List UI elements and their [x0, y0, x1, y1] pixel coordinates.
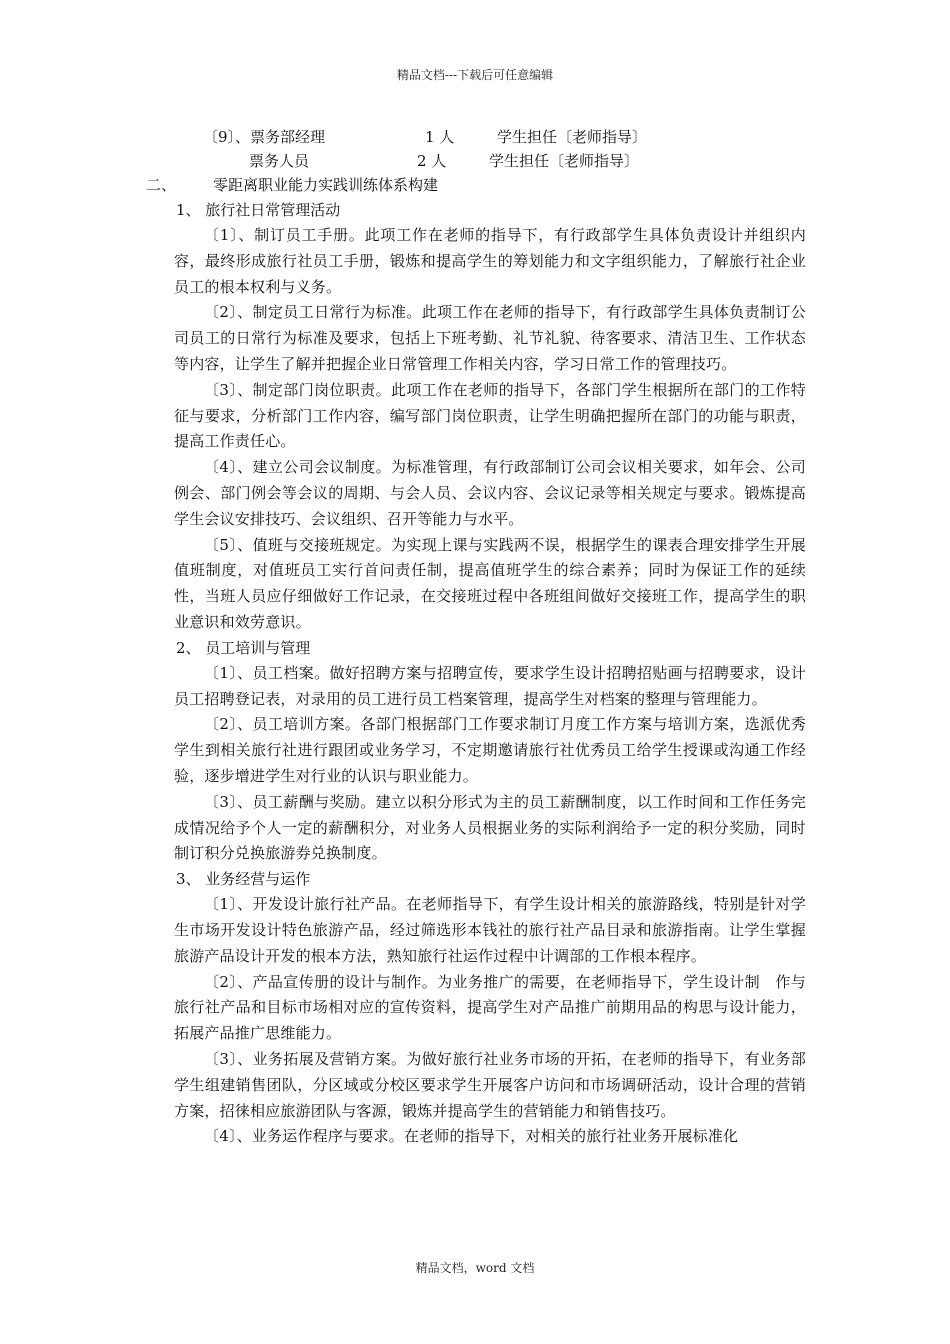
paragraph: 〔3〕、业务拓展及营销方案。为做好旅行社业务市场的开拓，在老师的指导下，有业务部学生组建销售团队，分区域或分校区要求学生开展客户访问和市场调研活动，设计合理的营销方案，招徕相应旅游团队与客源，锻炼并提高学生的营销能力和销售技巧。	[174, 1049, 806, 1120]
section-number: 二、	[146, 176, 177, 194]
page-footer: 精品文档，word 文档	[415, 1261, 535, 1275]
staff-role: 票务人员	[249, 152, 310, 170]
staff-row	[0, 125, 950, 149]
paragraph: 〔4〕、业务运作程序与要求。在老师的指导下，对相关的旅行社业务开展标准化	[204, 1127, 739, 1146]
staff-role: 〔9〕、票务部经理	[203, 128, 326, 146]
page-header: 精品文档---下载后可任意编辑	[396, 68, 554, 82]
paragraph: 〔3〕、员工薪酬与奖励。建立以积分形式为主的员工薪酬制度，以工作时间和工作任务完成情况给予个人一定的薪酬积分，对业务人员根据业务的实际利润给予一定的积分奖励，同时制订积分兑换旅游券兑换制度。	[174, 792, 806, 863]
paragraph: 〔2〕、产品宣传册的设计与制作。为业务推广的需要，在老师指导下，学生设计制 作与旅行社产品和目标市场相对应的宣传资料，提高学生对产品推广前期用品的构思与设计能力，拓展产品推广思维能力。	[174, 972, 806, 1043]
paragraph: 〔5〕、值班与交接班规定。为实现上课与实践两不误，根据学生的课表合理安排学生开展值班制度，对值班员工实行首问责任制，提高值班学生的综合素养；同时为保证工作的延续性，当班人员应仔细做好工作记录，在交接班过程中各班组间做好交接班工作，提高学生的职业意识和效劳意识。	[174, 535, 806, 631]
document-body	[0, 125, 950, 1150]
paragraph: 〔2〕、制定员工日常行为标准。此项工作在老师的指导下，有行政部学生具体负责制订公司员工的日常行为标准及要求，包括上下班考勤、礼节礼貌、待客要求、清洁卫生、工作状态等内容，让学生了解并把握企业日常管理工作相关内容，学习日常工作的管理技巧。	[174, 303, 806, 373]
staff-count: 1 人	[425, 128, 455, 146]
staff-count: 2 人	[417, 152, 447, 170]
subsection-title: 2、 员工培训与管理	[176, 638, 311, 657]
paragraph: 〔1〕、制订员工手册。此项工作在老师的指导下，有行政部学生具体负责设计并组织内容，最终形成旅行社员工手册，锻炼和提高学生的筹划能力和文字组织能力，了解旅行社企业员工的根本权利与义务。	[174, 226, 806, 296]
subsection-heading	[0, 198, 950, 223]
paragraph: 〔3〕、制定部门岗位职责。此项工作在老师的指导下，各部门学生根据所在部门的工作特征与要求，分析部门工作内容，编写部门岗位职责，让学生明确把握所在部门的功能与职责，提高工作责任心。	[174, 380, 806, 451]
subsection-heading	[0, 867, 950, 892]
staff-note: 学生担任〔老师指导〕	[497, 128, 648, 146]
paragraph: 〔1〕、开发设计旅行社产品。在老师指导下，有学生设计相关的旅游路线，特别是针对学生市场开发设计特色旅游产品，经过筛选形本钱社的旅行社产品目录和旅游指南。让学生掌握旅游产品设计开发的根本方法，熟知旅行社运作过程中计调部的工作根本程序。	[174, 895, 806, 965]
staff-row	[0, 149, 950, 173]
staff-note: 学生担任〔老师指导〕	[489, 152, 640, 170]
paragraph: 〔4〕、建立公司会议制度。为标准管理，有行政部制订公司会议相关要求，如年会、公司例会、部门例会等会议的周期、与会人员、会议内容、会议记录等相关规定与要求。锻炼提高学生会议安排技巧、会议组织、召开等能力与水平。	[174, 458, 806, 528]
section-title: 零距离职业能力实践训练体系构建	[213, 176, 439, 194]
subsection-title: 3、 业务经营与运作	[176, 870, 311, 889]
paragraph: 〔2〕、员工培训方案。各部门根据部门工作要求制订月度工作方案与培训方案，选派优秀学生到相关旅行社进行跟团或业务学习，不定期邀请旅行社优秀员工给学生授课或沟通工作经验，逐步增进学生对行业的认识与职业能力。	[174, 715, 806, 785]
subsection-heading	[0, 636, 950, 661]
subsection-title: 1、 旅行社日常管理活动	[176, 201, 341, 219]
paragraph: 〔1〕、员工档案。做好招聘方案与招聘宣传，要求学生设计招聘招贴画与招聘要求，设计员工招聘登记表，对录用的员工进行员工档案管理，提高学生对档案的整理与管理能力。	[174, 663, 806, 708]
section-heading	[0, 173, 950, 198]
